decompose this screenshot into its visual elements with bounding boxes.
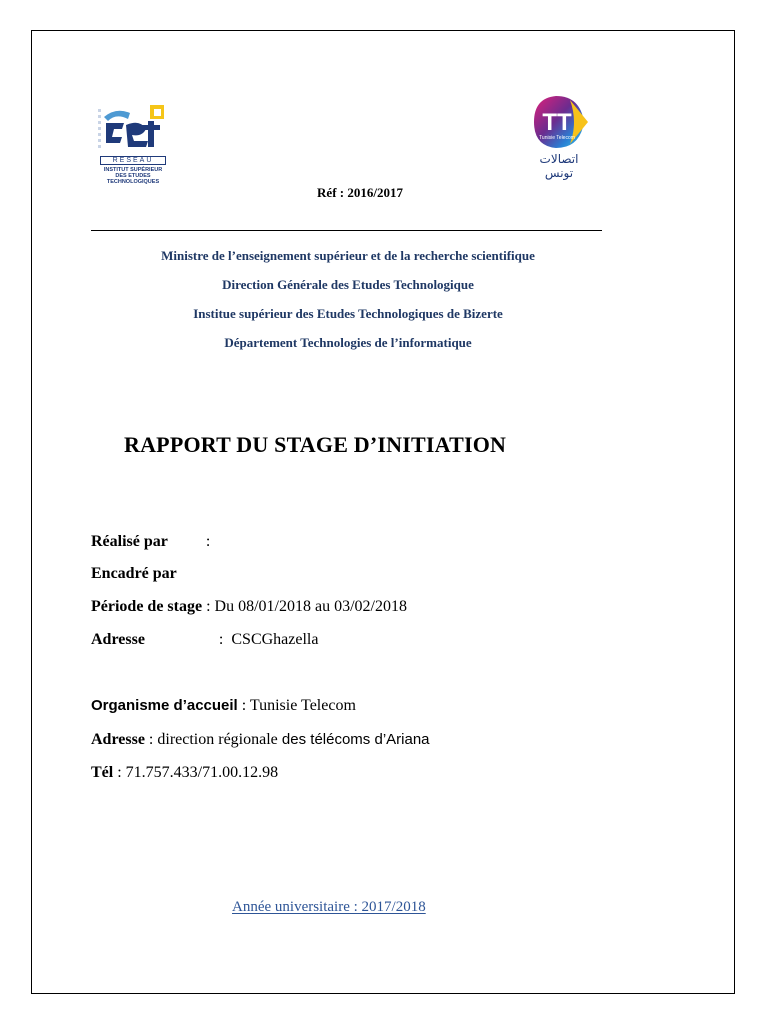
- field-value: Tunisie Telecom: [249, 697, 356, 714]
- field-organisme: [91, 697, 356, 715]
- iset-caption-line: DES ETUDES: [115, 173, 151, 179]
- iset-logo-mark: [94, 103, 170, 155]
- field-adresse: [91, 631, 318, 649]
- field-label: Organisme d’accueil: [91, 697, 238, 714]
- reference: Réf : 2016/2017: [317, 185, 403, 200]
- iset-caption-line: TECHNOLOGIQUES: [106, 179, 160, 185]
- tt-letters: TT: [542, 109, 572, 136]
- field-value: CSCGhazella: [231, 631, 319, 648]
- iset-caption-line: INSTITUT SUPÉRIEUR: [103, 167, 163, 173]
- department-line: Département Technologies de l’informatique: [224, 335, 472, 350]
- iset-reseau-label: RESEAU: [100, 156, 166, 165]
- field-label: Période de stage: [91, 598, 203, 615]
- field-label: Encadré par: [91, 565, 177, 582]
- institute-line: Institue supérieur des Etudes Technologiques de Bizerte: [193, 306, 503, 321]
- iset-logo: [94, 103, 170, 185]
- ministry-line: Ministre de l’enseignement supérieur et de la recherche scientifique: [161, 248, 535, 263]
- field-value: 71.757.433/71.00.12.98: [125, 764, 279, 781]
- field-realise: [91, 533, 210, 551]
- field-label: Adresse: [91, 631, 145, 648]
- tt-arabic-name: اتصالات تونس: [539, 152, 579, 180]
- field-value: des télécoms d’Ariana: [277, 731, 430, 748]
- field-label: Réalisé par: [91, 533, 168, 550]
- field-value: Du 08/01/2018 au 03/02/2018: [214, 598, 407, 615]
- field-separator: :: [205, 533, 211, 550]
- separator-line: [91, 230, 602, 231]
- field-separator: :: [237, 697, 250, 714]
- tunisie-telecom-logo: [526, 92, 596, 180]
- tt-logo-mark: [526, 92, 592, 152]
- field-value: direction régionale: [157, 731, 278, 748]
- direction-line: Direction Générale des Etudes Technologique: [222, 277, 474, 292]
- field-tel: [91, 764, 278, 782]
- tt-subtext: Tunisie Telecom: [539, 135, 575, 141]
- field-label: Tél: [91, 764, 114, 781]
- field-periode: [91, 598, 407, 616]
- field-separator: :: [218, 631, 232, 648]
- field-label: Adresse: [91, 731, 145, 748]
- field-separator: :: [113, 764, 126, 781]
- field-separator: :: [144, 731, 158, 748]
- academic-year-link[interactable]: Année universitaire : 2017/2018: [232, 899, 426, 915]
- field-encadre: [91, 565, 177, 583]
- field-adresse-accueil: [91, 731, 430, 749]
- iset-caption: [98, 167, 168, 185]
- field-separator: :: [202, 598, 215, 615]
- report-title: RAPPORT DU STAGE D’INITIATION: [124, 432, 507, 457]
